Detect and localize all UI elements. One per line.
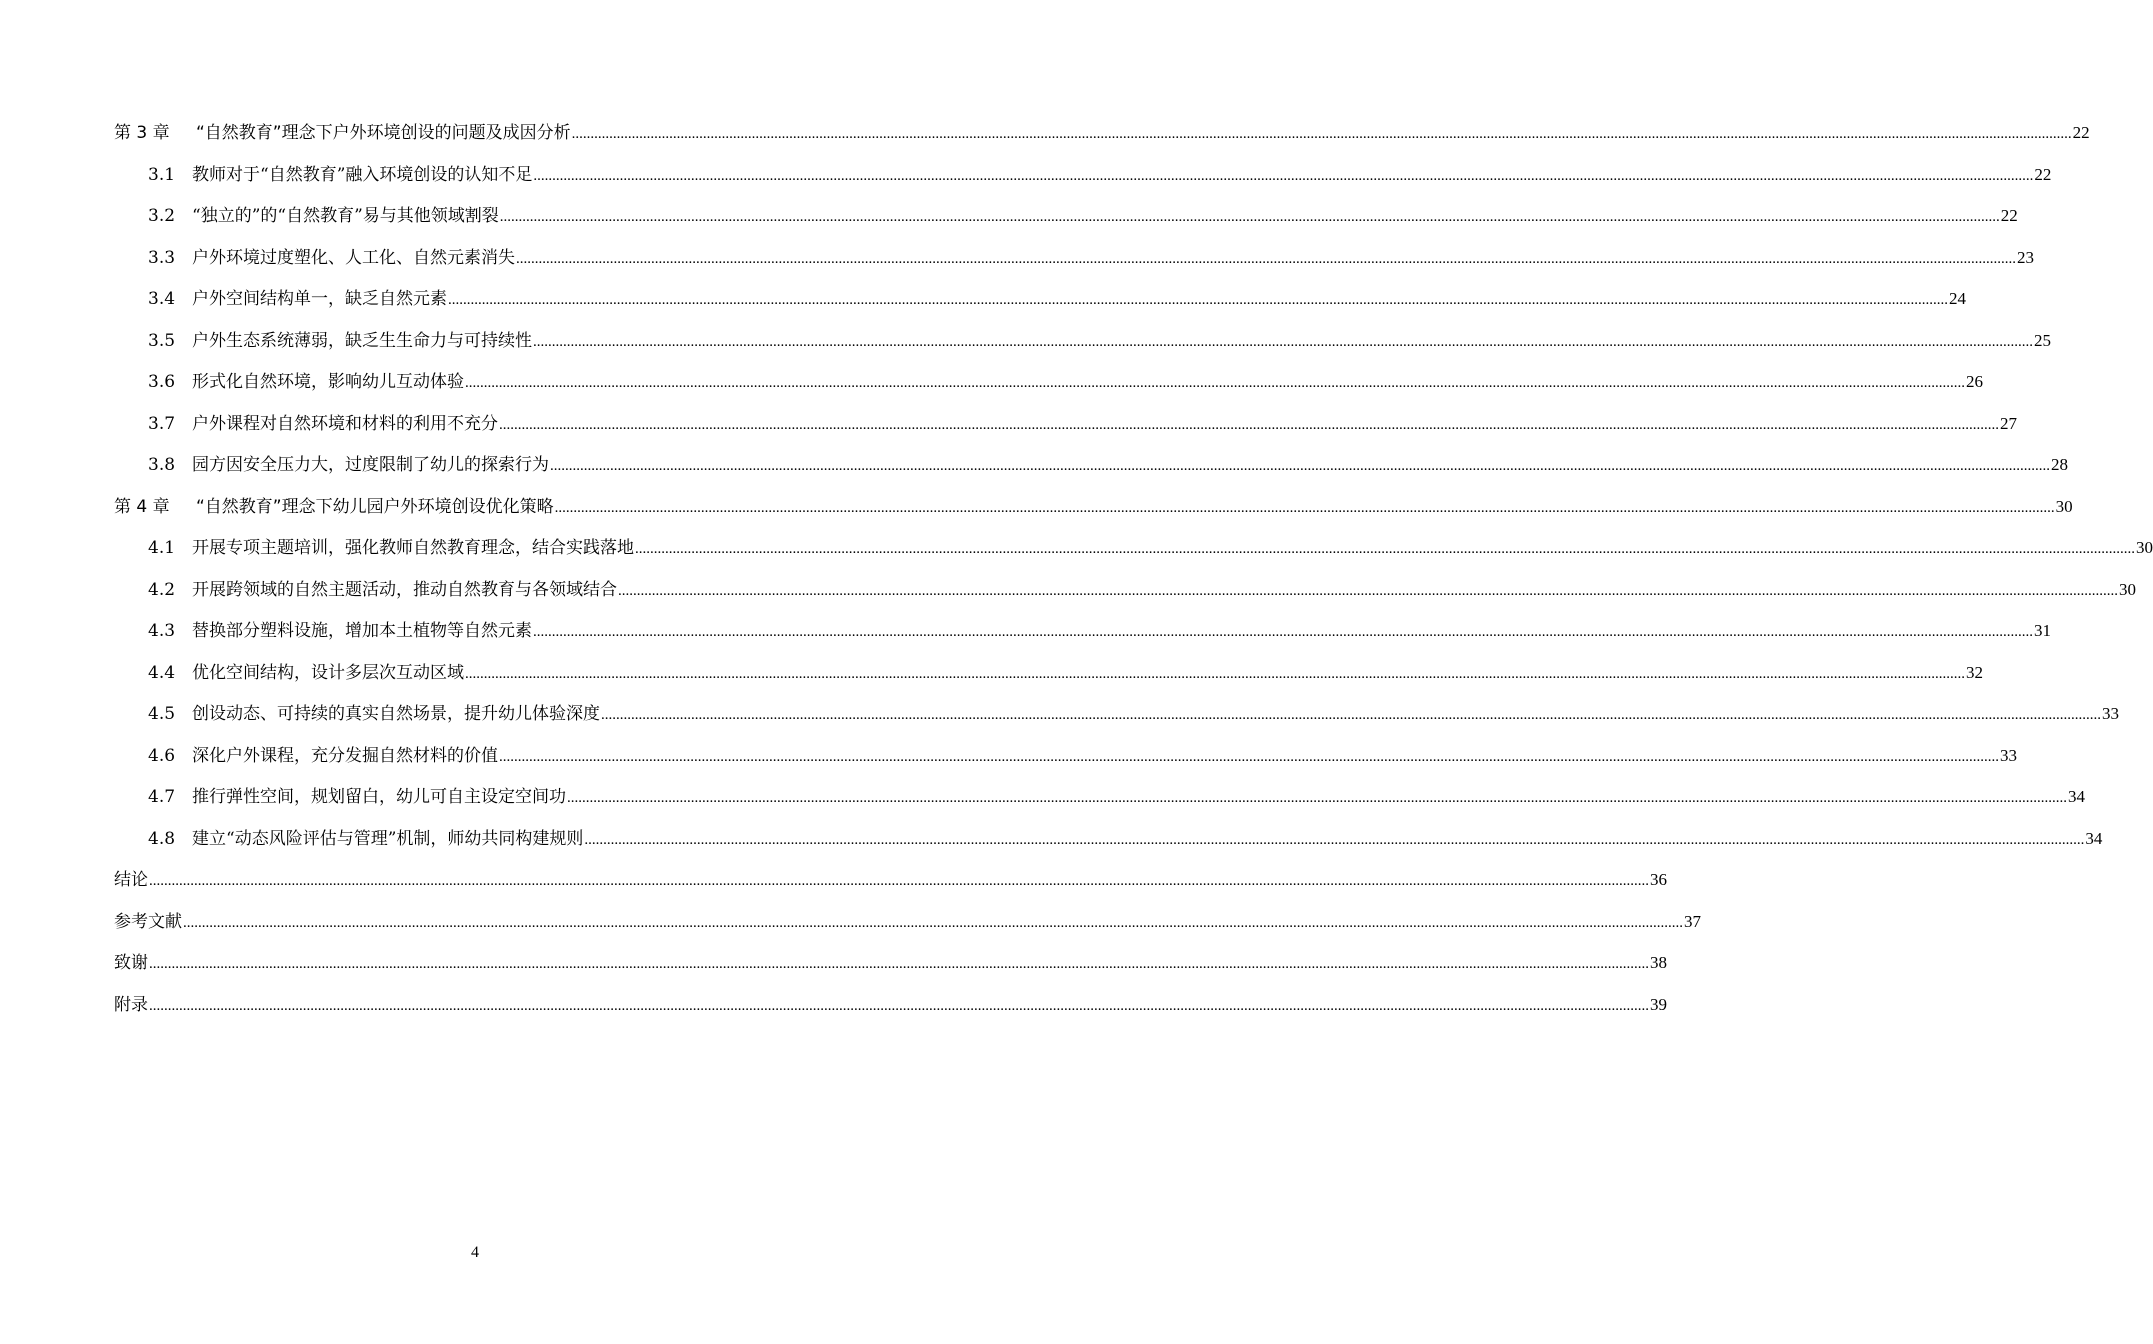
toc-dot-leader: ................................................................................................................................................................................................................................................................................................................................................................................................................: [499, 209, 2000, 225]
toc-entry-section[interactable]: [148, 367, 1983, 397]
toc-dot-leader: ................................................................................................................................................................................................................................................................................................................................................................................................................: [635, 541, 2135, 557]
toc-entry-section[interactable]: [148, 284, 1966, 314]
toc-entry-title: “自然教育”理念下户外环境创设的问题及成因分析: [196, 123, 571, 143]
toc-entry-number: 4.3: [148, 621, 176, 641]
toc-entry-page: 32: [1966, 663, 1983, 682]
toc-dot-leader: ................................................................................................................................................................................................................................................................................................................................................................................................................: [149, 956, 1649, 972]
toc-dot-leader: ................................................................................................................................................................................................................................................................................................................................................................................................................: [618, 583, 2118, 599]
toc-entry-number: 3.4: [148, 289, 176, 309]
toc-entry-number: 3.5: [148, 331, 176, 351]
toc-dot-leader: ................................................................................................................................................................................................................................................................................................................................................................................................................: [516, 251, 2016, 267]
toc-entry-section[interactable]: [148, 533, 2153, 563]
toc-entry-page: 25: [2034, 331, 2051, 350]
toc-entry-section[interactable]: [148, 575, 2136, 605]
toc-entry-number: 4.4: [148, 663, 176, 683]
toc-entry-title: 参考文献: [114, 912, 182, 932]
toc-dot-leader: ................................................................................................................................................................................................................................................................................................................................................................................................................: [183, 915, 1683, 931]
toc-dot-leader: ................................................................................................................................................................................................................................................................................................................................................................................................................: [149, 873, 1649, 889]
toc-entry-page: 33: [2000, 746, 2017, 765]
toc-entry-title: 替换部分塑料设施，增加本土植物等自然元素: [192, 621, 532, 641]
toc-entry-title: 户外空间结构单一，缺乏自然元素: [192, 289, 447, 309]
toc-dot-leader: ................................................................................................................................................................................................................................................................................................................................................................................................................: [554, 500, 2055, 516]
toc-dot-leader: ................................................................................................................................................................................................................................................................................................................................................................................................................: [465, 666, 1965, 682]
toc-entry-page: 37: [1684, 912, 1701, 931]
toc-entry-number: 4.7: [148, 787, 176, 807]
toc-entry-page: 23: [2017, 248, 2034, 267]
toc-entry-number: 3.6: [148, 372, 176, 392]
toc-entry-page: 38: [1650, 953, 1667, 972]
toc-entry-number: 4.2: [148, 580, 176, 600]
toc-entry-section[interactable]: [148, 450, 2068, 480]
toc-entry-top[interactable]: [114, 948, 1667, 978]
toc-dot-leader: ................................................................................................................................................................................................................................................................................................................................................................................................................: [533, 624, 2033, 640]
toc-entry-section[interactable]: [148, 160, 2052, 190]
toc-entry-page: 22: [2034, 165, 2052, 184]
toc-entry-page: 22: [2000, 206, 2018, 225]
toc-entry-title: 结论: [114, 870, 148, 890]
toc-entry-title: 户外环境过度塑化、人工化、自然元素消失: [192, 248, 515, 268]
toc-entry-top[interactable]: [114, 907, 1701, 937]
toc-entry-number: 3.7: [148, 414, 176, 434]
toc-entry-section[interactable]: [148, 699, 2119, 729]
toc-entry-title: 开展跨领域的自然主题活动，推动自然教育与各领域结合: [192, 580, 617, 600]
toc-dot-leader: ................................................................................................................................................................................................................................................................................................................................................................................................................: [571, 126, 2072, 142]
toc-entry-section[interactable]: [148, 616, 2051, 646]
toc-entry-page: 28: [2051, 455, 2068, 474]
toc-entry-title: 致谢: [114, 953, 148, 973]
toc-entry-title: 深化户外课程，充分发掘自然材料的价值: [192, 746, 498, 766]
toc-entry-title: 户外生态系统薄弱，缺乏生生命力与可持续性: [192, 331, 532, 351]
toc-entry-section[interactable]: [148, 658, 1983, 688]
toc-dot-leader: ................................................................................................................................................................................................................................................................................................................................................................................................................: [601, 707, 2101, 723]
toc-entry-section[interactable]: [148, 824, 2103, 854]
toc-dot-leader: ................................................................................................................................................................................................................................................................................................................................................................................................................: [533, 168, 2034, 184]
toc-dot-leader: ................................................................................................................................................................................................................................................................................................................................................................................................................: [448, 292, 1948, 308]
toc-entry-title: 教师对于“自然教育”融入环境创设的认知不足: [192, 165, 533, 185]
toc-entry-page: 34: [2085, 829, 2103, 848]
toc-entry-page: 39: [1650, 995, 1667, 1014]
toc-entry-number: 第 3 章: [114, 123, 170, 143]
toc-entry-section[interactable]: [148, 201, 2018, 231]
toc-entry-page: 24: [1949, 289, 1966, 308]
toc-entry-page: 31: [2034, 621, 2051, 640]
toc-entry-number: 4.8: [148, 829, 176, 849]
toc-entry-title: 附录: [114, 995, 148, 1015]
toc-dot-leader: ................................................................................................................................................................................................................................................................................................................................................................................................................: [550, 458, 2050, 474]
toc-entry-page: 27: [2000, 414, 2017, 433]
toc-entry-number: 4.1: [148, 538, 176, 558]
toc-entry-page: 30: [2055, 497, 2073, 516]
toc-entry-chapter[interactable]: [114, 492, 2073, 522]
toc-entry-page: 34: [2068, 787, 2085, 806]
toc-entry-number: 4.6: [148, 746, 176, 766]
toc-entry-section[interactable]: [148, 326, 2051, 356]
toc-dot-leader: ................................................................................................................................................................................................................................................................................................................................................................................................................: [149, 998, 1649, 1014]
toc-entry-title: 建立“动态风险评估与管理”机制，师幼共同构建规则: [192, 829, 584, 849]
toc-entry-title: 开展专项主题培训，强化教师自然教育理念，结合实践落地: [192, 538, 634, 558]
toc-dot-leader: ................................................................................................................................................................................................................................................................................................................................................................................................................: [584, 832, 2085, 848]
toc-entry-number: 3.2: [148, 206, 176, 226]
toc-entry-section[interactable]: [148, 782, 2085, 812]
toc-entry-chapter[interactable]: [114, 118, 2090, 148]
toc-entry-number: 4.5: [148, 704, 176, 724]
toc-entry-title: 户外课程对自然环境和材料的利用不充分: [192, 414, 498, 434]
toc-entry-page: 30: [2119, 580, 2136, 599]
toc-entry-page: 22: [2072, 123, 2090, 142]
toc-entry-title: 优化空间结构，设计多层次互动区域: [192, 663, 464, 683]
toc-entry-number: 3.8: [148, 455, 176, 475]
toc-dot-leader: ................................................................................................................................................................................................................................................................................................................................................................................................................: [465, 375, 1965, 391]
toc-entry-title: “自然教育”理念下幼儿园户外环境创设优化策略: [196, 497, 554, 517]
toc-dot-leader: ................................................................................................................................................................................................................................................................................................................................................................................................................: [499, 749, 1999, 765]
toc-entry-title: 形式化自然环境，影响幼儿互动体验: [192, 372, 464, 392]
toc-entry-top[interactable]: [114, 990, 1667, 1020]
toc-dot-leader: ................................................................................................................................................................................................................................................................................................................................................................................................................: [533, 334, 2033, 350]
toc-entry-title: 园方因安全压力大，过度限制了幼儿的探索行为: [192, 455, 549, 475]
toc-entry-section[interactable]: [148, 409, 2017, 439]
toc-dot-leader: ................................................................................................................................................................................................................................................................................................................................................................................................................: [499, 417, 1999, 433]
toc-entry-top[interactable]: [114, 865, 1667, 895]
toc-entry-page: 33: [2102, 704, 2119, 723]
toc-entry-section[interactable]: [148, 741, 2017, 771]
toc-entry-page: 36: [1650, 870, 1667, 889]
page-number: 4: [471, 1244, 479, 1261]
toc-entry-number: 第 4 章: [114, 497, 170, 517]
toc-entry-number: 3.3: [148, 248, 176, 268]
toc-dot-leader: ................................................................................................................................................................................................................................................................................................................................................................................................................: [567, 790, 2067, 806]
toc-entry-page: 26: [1966, 372, 1983, 391]
toc-entry-page: 30: [2136, 538, 2153, 557]
toc-entry-section[interactable]: [148, 243, 2034, 273]
toc-entry-title: “独立的”的“自然教育”易与其他领域割裂: [192, 206, 499, 226]
toc-entry-title: 推行弹性空间，规划留白，幼儿可自主设定空间功: [192, 787, 566, 807]
toc-entry-number: 3.1: [148, 165, 176, 185]
toc-entry-title: 创设动态、可持续的真实自然场景，提升幼儿体验深度: [192, 704, 600, 724]
